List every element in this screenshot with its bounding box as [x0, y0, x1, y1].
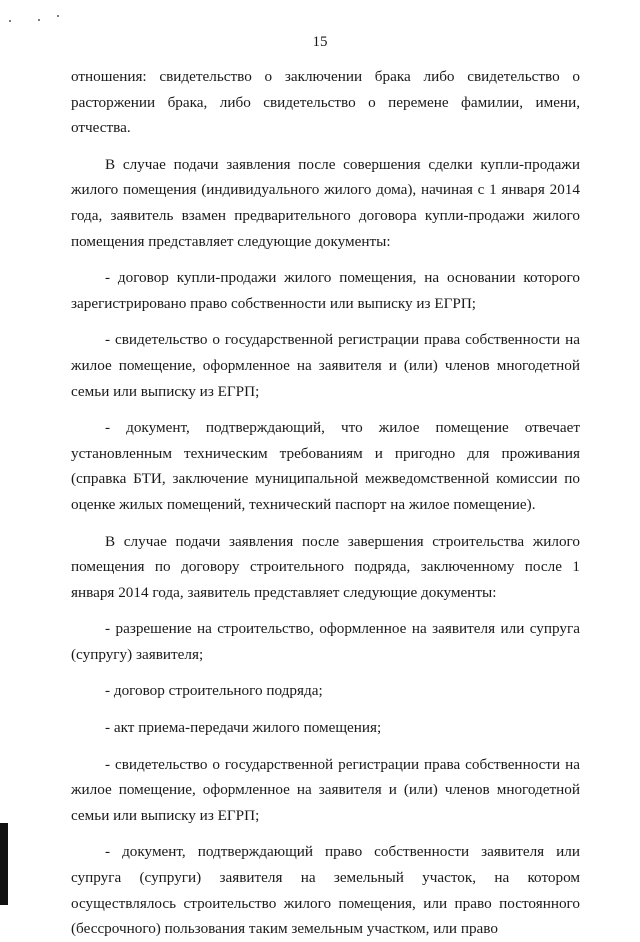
list-item: - документ, подтверждающий, что жилое помещение отвечает установленным техническим требованиям и пригодно для проживания (справка БТИ, заключение муниципальной межведомственной комиссии по оценке жилых помещений, технический паспорт на жилое помещение).	[71, 419, 580, 513]
list-item: - документ, подтверждающий право собственности заявителя или супруга (супруги) заявителя на земельный участок, на котором осуществлялось строительство жилого помещения, или право постоянного (бессрочного) пользования таким земельным участком, или право	[71, 843, 580, 938]
list-item: - свидетельство о государственной регистрации права собственности на жилое помещение, оформленное на заявителя и (или) членов многодетной семьи или выписку из ЕГРП;	[71, 755, 580, 824]
page-number: 15	[312, 34, 328, 50]
scan-speck	[38, 19, 40, 21]
list-item: - договор купли-продажи жилого помещения, на основании которого зарегистрировано право собственности или выписку из ЕГРП;	[71, 269, 580, 312]
document-body	[71, 64, 580, 942]
scan-speck	[9, 20, 11, 22]
paragraph: В случае подачи заявления после завершения строительства жилого помещения по договору строительного подряда, заключенному после 1 января 2014 года, заявитель представляет следующие документы:	[71, 532, 580, 601]
list-item: - свидетельство о государственной регистрации права собственности на жилое помещение, оформленное на заявителя и (или) членов многодетной семьи или выписку из ЕГРП;	[71, 331, 580, 400]
list-item: - разрешение на строительство, оформленное на заявителя или супруга (супругу) заявителя;	[71, 620, 580, 663]
scan-edge-mark	[0, 823, 8, 905]
paragraph: отношения: свидетельство о заключении брака либо свидетельство о расторжении брака, либо свидетельство о перемене фамилии, имени, отчества.	[71, 68, 580, 137]
scan-speck	[57, 15, 59, 17]
list-item: - договор строительного подряда;	[105, 682, 323, 700]
paragraph: В случае подачи заявления после совершения сделки купли-продажи жилого помещения (индивидуального жилого дома), начиная с 1 января 2014 года, заявитель взамен предварительного договора купли-продажи жилого помещения представляет следующие документы:	[71, 155, 580, 250]
list-item: - акт приема-передачи жилого помещения;	[105, 719, 382, 737]
